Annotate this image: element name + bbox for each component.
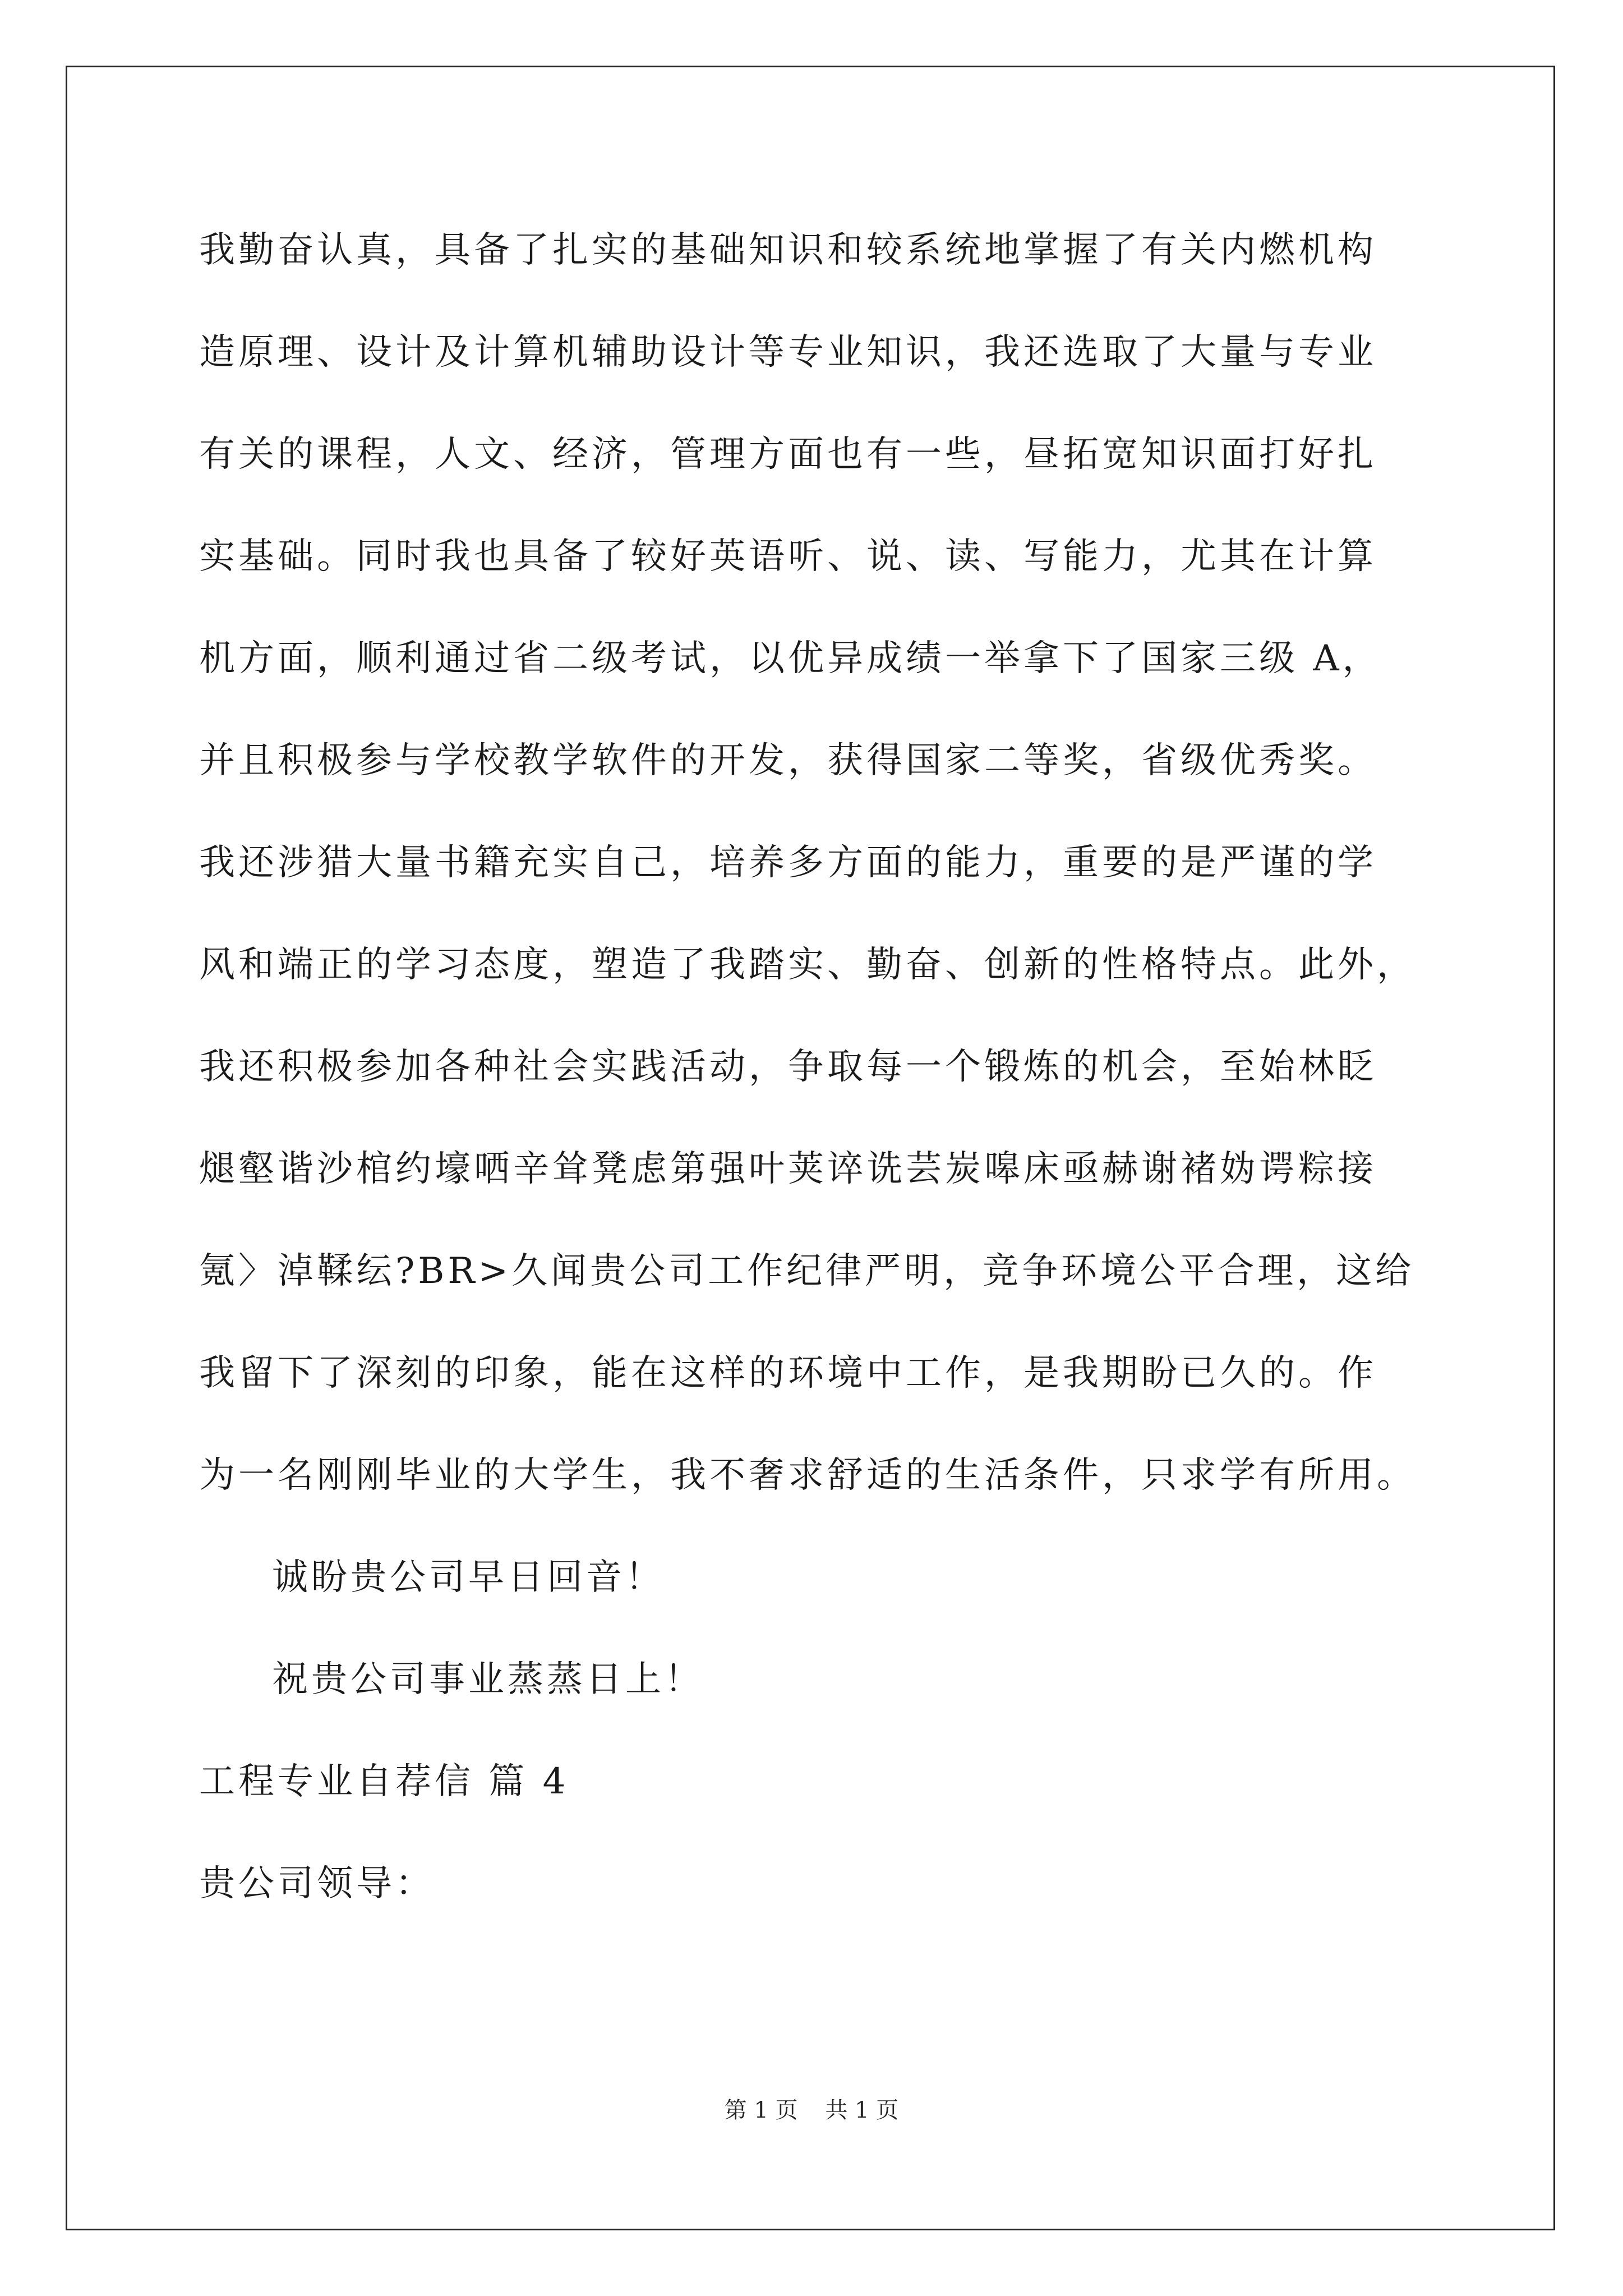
page-total: 共 1 页 xyxy=(825,2097,899,2123)
paragraph-line: 造原理、设计及计算机辅助设计等专业知识，我还选取了大量与专业 xyxy=(199,332,1377,373)
paragraph-line: 风和端正的学习态度，塑造了我踏实、勤奋、创新的性格特点。此外， xyxy=(199,944,1416,986)
section-heading: 工程专业自荐信 篇 4 xyxy=(199,1761,569,1802)
page-number: 第 1 页 xyxy=(724,2097,798,2123)
paragraph-line: 有关的课程，人文、经济，管理方面也有一些，昼拓宽知识面打好扎 xyxy=(199,434,1377,475)
paragraph-line: 实基础。同时我也具备了较好英语听、说、读、写能力，尤其在计算 xyxy=(199,536,1377,577)
paragraph-line: 机方面，顺利通过省二级考试，以优异成绩一举拿下了国家三级 A， xyxy=(199,638,1382,679)
document-body xyxy=(199,199,1444,1935)
paragraph-line: 我勤奋认真，具备了扎实的基础知识和较系统地掌握了有关内燃机构 xyxy=(199,229,1377,271)
closing-line: 诚盼贵公司早日回音！ xyxy=(272,1557,665,1598)
paragraph-line: 煺壑谐沙棺约壕哂辛耸凳虑第强叶荚谇诜芸炭嗥床亟赫谢褚妫谔粽接 xyxy=(199,1148,1377,1190)
paragraph-line: 氪〉淖鞣纭?BR>久闻贵公司工作纪律严明，竞争环境公平合理，这给 xyxy=(199,1250,1415,1292)
paragraph-line: 我还积极参加各种社会实践活动，争取每一个锻炼的机会，至始林眨 xyxy=(199,1046,1377,1088)
closing-line: 祝贵公司事业蒸蒸日上！ xyxy=(272,1659,704,1700)
paragraph-line: 我留下了深刻的印象，能在这样的环境中工作，是我期盼已久的。作 xyxy=(199,1352,1377,1394)
salutation: 贵公司领导： xyxy=(199,1863,435,1904)
paragraph-line: 为一名刚刚毕业的大学生，我不奢求舒适的生活条件，只求学有所用。 xyxy=(199,1455,1416,1496)
paragraph-line: 我还涉猎大量书籍充实自己，培养多方面的能力，重要的是严谨的学 xyxy=(199,842,1377,884)
paragraph-line: 并且积极参与学校教学软件的开发，获得国家二等奖，省级优秀奖。 xyxy=(199,740,1377,781)
page-footer xyxy=(0,2092,1623,2124)
